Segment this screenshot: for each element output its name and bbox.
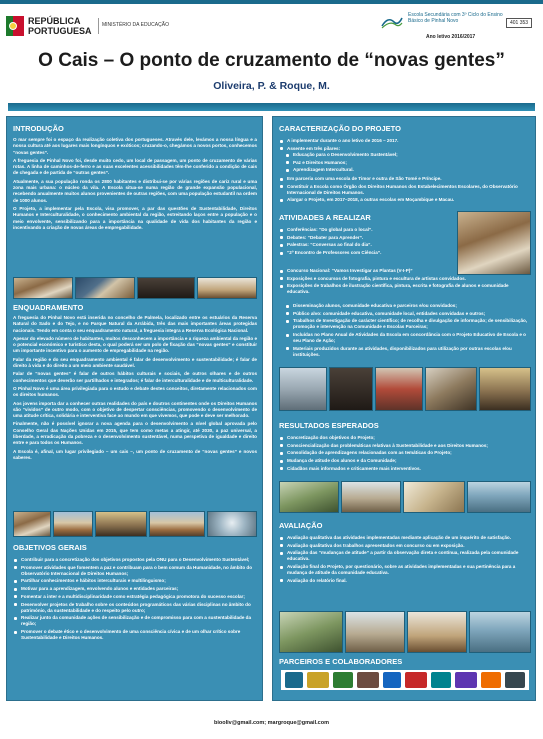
photo-sea — [467, 481, 531, 513]
caracterizacao-item: Assente em três pilares: — [279, 146, 531, 152]
poster-title: O Cais – O ponto de cruzamento de “novas gentes” — [38, 50, 505, 71]
objetivo-item: Motivar para a aprendizagem, envolvendo alunos e entidades parceiras; — [13, 586, 257, 592]
photo-garden — [279, 611, 343, 653]
atividade-detail: Disseminação alunos, comunidade educativa e parceiros e/ou convidados; — [279, 303, 531, 309]
resultado-item: Consolidação de aprendizagens relacionadas com as temáticas do Projeto; — [279, 450, 531, 456]
contact-emails: biooliv@gmail.com; margroque@gmail.com — [214, 720, 329, 726]
enquadramento-paragraph: A Escola é, afinal, um lugar privilegiado – um cais –, um ponto de cruzamento de “novas gentes” e novos saberes. — [13, 448, 257, 460]
avaliacao-heading: AVALIAÇÃO — [279, 521, 323, 530]
photo-community — [95, 511, 147, 537]
atividade-detail: Materiais produzidos durante as atividades, disponibilizados para utilização por outras escolas e/ou instituições. — [279, 346, 531, 358]
partner-logo — [285, 672, 303, 688]
photo-landscape — [341, 481, 401, 513]
photo-river — [469, 611, 531, 653]
partner-logo — [405, 672, 427, 688]
partner-logo — [455, 672, 477, 688]
photo-traditional — [149, 511, 205, 537]
photo-crowd — [75, 277, 135, 299]
atividade-item: Debates: “Debater para Aprender”. — [279, 235, 453, 241]
atividades-heading: ATIVIDADES A REALIZAR — [279, 213, 371, 222]
parceiros-heading: PARCEIROS E COLABORADORES — [279, 657, 403, 666]
caracterizacao-item: Em parceria com uma escola de Timor e outra de São Tomé e Príncipe. — [279, 176, 531, 182]
partner-logo — [431, 672, 451, 688]
avaliacao-item: Avaliação qualitativa dos trabalhos apresentados em concurso ou em exposição. — [279, 543, 531, 549]
title-rule — [8, 103, 535, 111]
photo-street — [345, 611, 405, 653]
atividade-item: Concurso Nacional: “Vamos Investigar as Plantas (V-I-P)” — [279, 268, 531, 274]
resultado-item: Concretização dos objetivos do Projeto; — [279, 435, 531, 441]
school-year: Ano letivo 2016/2017 — [426, 34, 476, 40]
partner-logo — [383, 672, 401, 688]
atividade-item: Exposições e concursos de fotografia, pintura e escultura de artistas convidados. — [279, 276, 531, 282]
republica-text: REPÚBLICA PORTUGUESA — [28, 16, 92, 36]
caracterizacao-item: Constituir a Escola como Órgão dos Direitos Humanos dos Estabelecimentos Escolares, do Observatório Internacional de Direitos Humanos. — [279, 184, 531, 196]
school-logo — [380, 10, 540, 42]
introducao-heading: INTRODUÇÃO — [13, 124, 64, 133]
photo-nature — [279, 481, 339, 513]
resultados-list — [279, 435, 531, 473]
enquadramento-paragraph: O Pinhal Novo é uma área privilegiada para o estudo e debate destes conceitos, diretamente relacionados com os direitos humanos. — [13, 385, 257, 398]
objetivos-list — [13, 557, 257, 643]
introducao-paragraph: O Projeto, a implementar pela Escola, visa promover, a par das questões de Sustentabilidade, Direitos Humanos e Interculturalidade, o conhecimento ambiental da região, estreitando laços entre a população e o meio envolvente, sensibilizando para a importância na qualidade de vida dos habitantes da região e incentivando a criação de novas áreas de empregabilidade. — [13, 205, 257, 230]
enquadramento-heading: ENQUADRAMENTO — [13, 303, 84, 312]
resultado-item: Mudança de atitude dos alunos e da Comunidade; — [279, 458, 531, 464]
avaliacao-item: Avaliação do relatório final. — [279, 578, 531, 584]
atividade-detail: Público alvo: comunidade educativa, comunidade local, entidades convidadas e outros; — [279, 311, 531, 317]
partner-logo — [307, 672, 329, 688]
ministry-label: MINISTÉRIO DA EDUCAÇÃO — [102, 22, 169, 28]
photo-dance — [53, 511, 93, 537]
enquadramento-paragraph: Finalmente, não é possível ignorar a nova agenda para o desenvolvimento a nível global aprovada pelo Conselho Geral das Nações Unidas em 2015, que tem como metas a atingir, até 2030, a paz universal, a liberdade, a erradicação da pobreza e o desenvolvimento sustentável, numa perspetiva de igualdade e direito entre e para todos os Humanos. — [13, 421, 257, 446]
portuguese-flag-icon — [6, 16, 24, 36]
resultados-heading: RESULTADOS ESPERADOS — [279, 421, 379, 430]
photo-gathering — [407, 611, 467, 653]
partner-logo — [357, 672, 379, 688]
atividade-detail: Trabalhos de Investigação de carácter científico; de recolha e divulgação de informação; de sensibilização, promoção e intervenção na Comunidade e Escolas Parceiras; — [279, 318, 531, 330]
enquadramento-paragraph: A freguesia do Pinhal Novo está inserida no concelho de Palmela, localizado entre os estuários da Reserva Natural do Sado e do Tejo, e no Parque Natural da Arrábida, três das mais importantes áreas protegidas nacionais. Tendo em conta o seu enquadramento natural, a freguesia integra a Reserva Ecológica Nacional. — [13, 315, 257, 333]
caracterizacao-heading: CARACTERIZAÇÃO DO PROJETO — [279, 124, 401, 133]
atividades-list-more — [279, 268, 531, 297]
photo-harbour — [279, 367, 327, 411]
caracterizacao-item: Alargar o Projeto, em 2017–2018, a outras escolas em Moçambique e Macau. — [279, 197, 531, 203]
photo-market — [479, 367, 531, 411]
introducao-paragraph: Atualmente, a sua população ronda os 2800 habitantes e distribui-se por várias regiões de cariz rural e uma zona mais urbana: o núcleo da vila. A Escola situa-se numa região de grande expansão populacional, recebendo anualmente muitos alunos provenientes de outras regiões, com uma população estudantil na ordem de 1000 alunos. — [13, 178, 257, 203]
pillars-list — [279, 152, 531, 175]
photo-event — [197, 277, 257, 299]
objetivo-item: Desenvolver projetos de trabalho sobre os conteúdos programáticos das várias disciplinas no âmbito do património, da sustentabilidade e do respeito pelo outro; — [13, 602, 257, 614]
enquadramento-paragraph: Aos jovens importa dar a conhecer outras realidades do país e doutros continentes onde os Direitos Humanos são “vividos” de outro modo, com o objetivo de despertar consciências, promovendo o desenvolvimento de uma atitude crítica, solidária e interventiva face ao mundo em que vivemos, que pode e deve ser melhorado. — [13, 400, 257, 419]
photo-classroom — [425, 367, 477, 411]
left-panel — [6, 116, 263, 701]
objetivo-item: Fomentar a inter e a multidisciplinaridade como estratégia pedagógica promotora do sucesso escolar; — [13, 594, 257, 600]
introducao-paragraph: A freguesia de Pinhal Novo foi, desde muito cedo, um local de passagem, um ponto de cruzamento de várias rotas. A linha de caminhos-de-ferro e as suas excelentes acessibilidades têm-lhe conferido a condição de cais de chegada e de partida de “outras gentes”. — [13, 157, 257, 176]
enquadramento-text — [13, 315, 257, 463]
avaliacao-item: Avaliação das “mudanças de atitude” a partir da observação direta e contínua, realizada pela comunidade educativa. — [279, 550, 531, 562]
avaliacao-item: Avaliação final do Projeto, por questionário, sobre as atividades implementadas e sua pertinência para a mudança de atitude da comunidade educativa. — [279, 564, 531, 576]
atividade-item: Conferências: “Do global para o local”. — [279, 227, 453, 233]
caracterizacao-item: A implementar durante o ano letivo de 2016 – 2017. — [279, 138, 531, 144]
logo-separator — [98, 18, 99, 34]
partner-logo — [333, 672, 353, 688]
pillar-item: Aprendizagem Intercultural. — [279, 167, 531, 173]
objetivo-item: Promover atividades que fomentem a paz e contribuam para o bem comum da Humanidade, no âmbito do Observatório Internacional de Direitos Humanos; — [13, 565, 257, 577]
partner-logo — [481, 672, 501, 688]
objetivo-item: Promover o debate ético e o desenvolvimento de uma consciência cívica e de um olhar crítico sobre Sustentabilidade e Direitos Humanos. — [13, 629, 257, 641]
school-code: 401 353 — [506, 18, 532, 28]
photo-globe — [207, 511, 257, 537]
avaliacao-item: Avaliação qualitativa das atividades implementadas mediante aplicação de um inquérito de satisfação. — [279, 535, 531, 541]
objetivos-heading: OBJETIVOS GERAIS — [13, 543, 87, 552]
avaliacao-list — [279, 535, 531, 586]
photo-children — [13, 511, 51, 537]
photo-exhibition — [375, 367, 423, 411]
objetivo-item: Realizar junto da comunidade ações de sensibilização e de compromisso para com a sustentabilidade da região; — [13, 615, 257, 627]
school-name: Escola Secundária com 3º Ciclo do Ensino Básico de Pinhal Novo — [408, 12, 503, 24]
republica-portuguesa-logo — [6, 12, 169, 40]
photo-group — [13, 277, 73, 299]
objetivo-item: Contribuir para a concretização dos objetivos propostos pela ONU para o Desenvolvimento Sustentável; — [13, 557, 257, 563]
introducao-text — [13, 137, 257, 233]
pillar-item: Paz e Direitos Humanos; — [279, 160, 531, 166]
school-emblem-icon — [380, 14, 404, 30]
atividade-detail: Incluídas no Plano Anual de Atividades da Escola em concordância com o Projeto Educativo de Escola e o seu Plano de Ação; — [279, 332, 531, 344]
partner-logo — [505, 672, 525, 688]
pillar-item: Educação para o Desenvolvimento Sustentável; — [279, 152, 531, 158]
atividade-item: “2º Encontro de Professores com Ciência”. — [279, 250, 453, 256]
atividades-details-list — [279, 303, 531, 360]
resultado-item: Cidadãos mais informados e criticamente mais interventivos. — [279, 466, 531, 472]
top-rule — [0, 0, 543, 4]
photo-lecture — [329, 367, 373, 411]
photo-meeting — [137, 277, 195, 299]
right-panel — [272, 116, 536, 701]
photo-map — [403, 481, 465, 513]
resultado-item: Consciencialização das problemáticas relativas à Sustentabilidade e aos Direitos Humanos; — [279, 443, 531, 449]
enquadramento-paragraph: Apesar do elevado número de habitantes, muitos desconhecem a importância e a riqueza ambiental da região e o potencial económico e turístico desta, o qual poderá ser um polo de fixação das “novas gentes” e constituir um importante incentivo para o aumento de empregabilidade na região. — [13, 335, 257, 354]
photo-students-africa — [457, 211, 531, 275]
objetivo-item: Partilhar conhecimentos e hábitos interculturais e multilinguismo; — [13, 578, 257, 584]
atividades-list — [279, 227, 453, 258]
introducao-paragraph: O mar sempre foi o espaço da realização coletiva dos portugueses. Através dele, levámos a nossa língua e a nossa cultura até aos lugares mais longínquos e exóticos; cruzando-o, chegámos a novos portos, conhecemos “novas gentes”. — [13, 137, 257, 155]
atividade-item: Exposições de trabalhos de ilustração científica, pintura, escrita e fotografia de alunos e comunidade educativa. — [279, 283, 531, 295]
enquadramento-paragraph: Falar da região e do seu enquadramento ambiental é falar de desenvolvimento e sustentabilidade; é falar de direito à vida e do direito a um meio ambiente saudável. — [13, 356, 257, 369]
partners-logos — [281, 670, 529, 690]
caracterizacao-list-b — [279, 176, 531, 205]
atividade-item: Palestras: “Conversas ao final do dia”. — [279, 242, 453, 248]
poster-authors: Oliveira, P. & Roque, M. — [213, 80, 330, 92]
enquadramento-paragraph: Falar de “novas gentes” é falar de outros hábitos culturais e sociais, de outros olhares e de outros conhecimentos que deverão ser partilhados e integrados; é falar de interculturalidade e de multiculturalidade. — [13, 371, 257, 383]
